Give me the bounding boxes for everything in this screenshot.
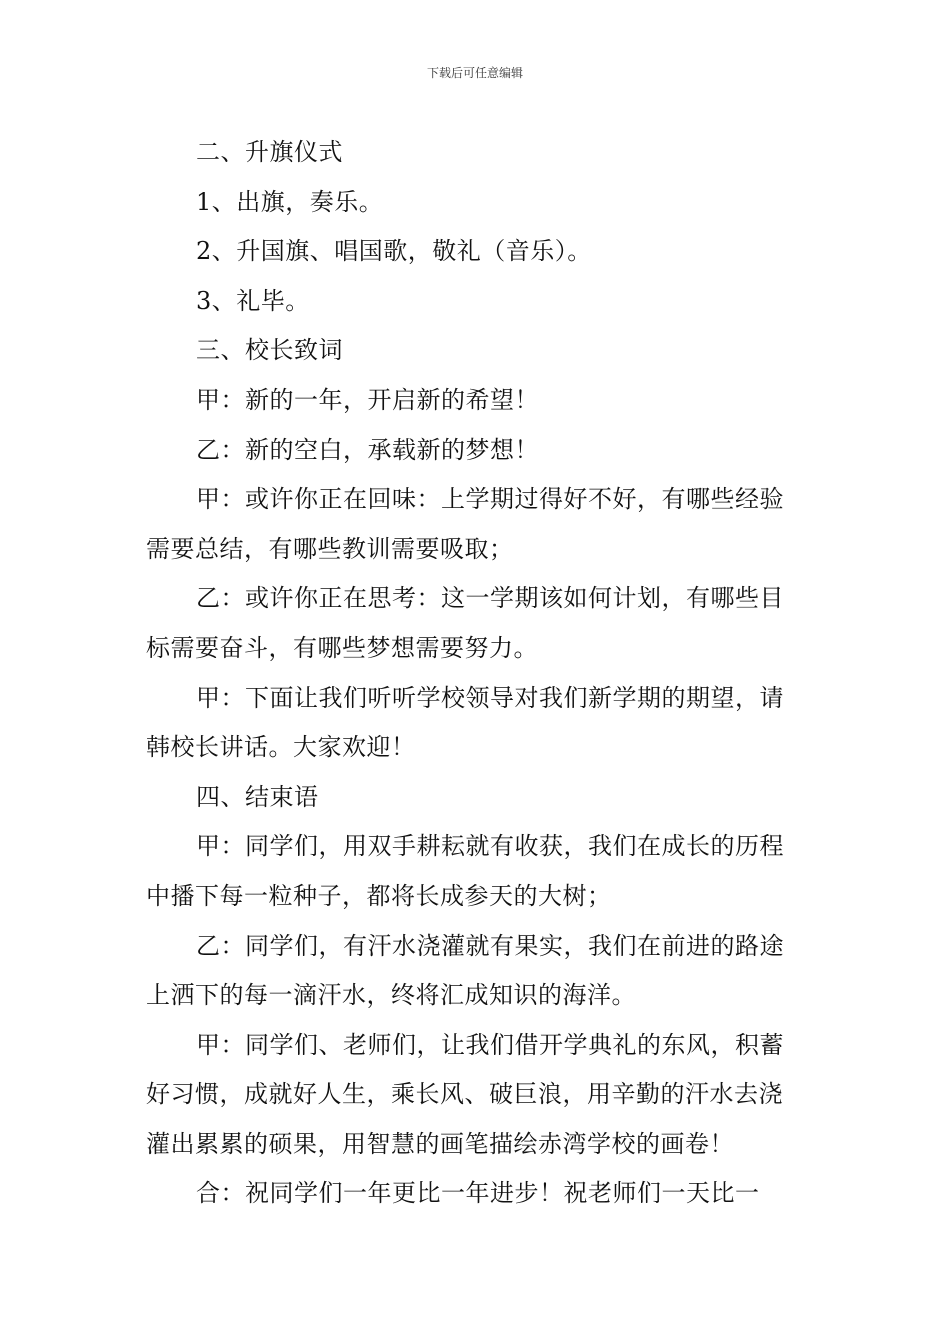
dialogue-line: 乙：新的空白，承载新的梦想！ [196,435,539,464]
dialogue-line: 合：祝同学们一年更比一年进步！祝老师们一天比一 [196,1179,760,1208]
dialogue-line: 甲：同学们，用双手耕耘就有收获，我们在成长的历程中播下每一粒种子，都将长成参天的大树； [146,832,784,910]
list-item: 2、升国旗、唱国歌，敬礼（音乐）。 [196,237,592,266]
section-heading-principal-speech: 三、校长致词 [196,336,343,365]
dialogue-line: 甲：新的一年，开启新的希望！ [196,385,539,414]
section-heading-closing: 四、结束语 [196,782,319,811]
dialogue-line: 乙：同学们，有汗水浇灌就有果实，我们在前进的路途上洒下的每一滴汗水，终将汇成知识的海洋。 [146,931,784,1010]
dialogue-line: 甲：下面让我们听听学校领导对我们新学期的期望，请韩校长讲话。大家欢迎！ [146,683,784,762]
list-item: 3、礼毕。 [196,286,310,315]
document-body [146,128,806,1219]
page-header: 下载后可任意编辑 [426,66,523,80]
list-item: 1、出旗，奏乐。 [196,187,384,216]
dialogue-line: 甲：或许你正在回味：上学期过得好不好，有哪些经验需要总结，有哪些教训需要吸取； [146,485,784,563]
dialogue-line: 甲：同学们、老师们，让我们借开学典礼的东风，积蓄好习惯，成就好人生，乘长风、破巨浪，用辛勤的汗水去浇灌出累累的硕果，用智慧的画笔描绘赤湾学校的画卷！ [146,1030,784,1158]
section-heading-flag-ceremony: 二、升旗仪式 [196,138,343,166]
dialogue-line: 乙：或许你正在思考：这一学期该如何计划，有哪些目标需要奋斗，有哪些梦想需要努力。 [146,584,784,662]
